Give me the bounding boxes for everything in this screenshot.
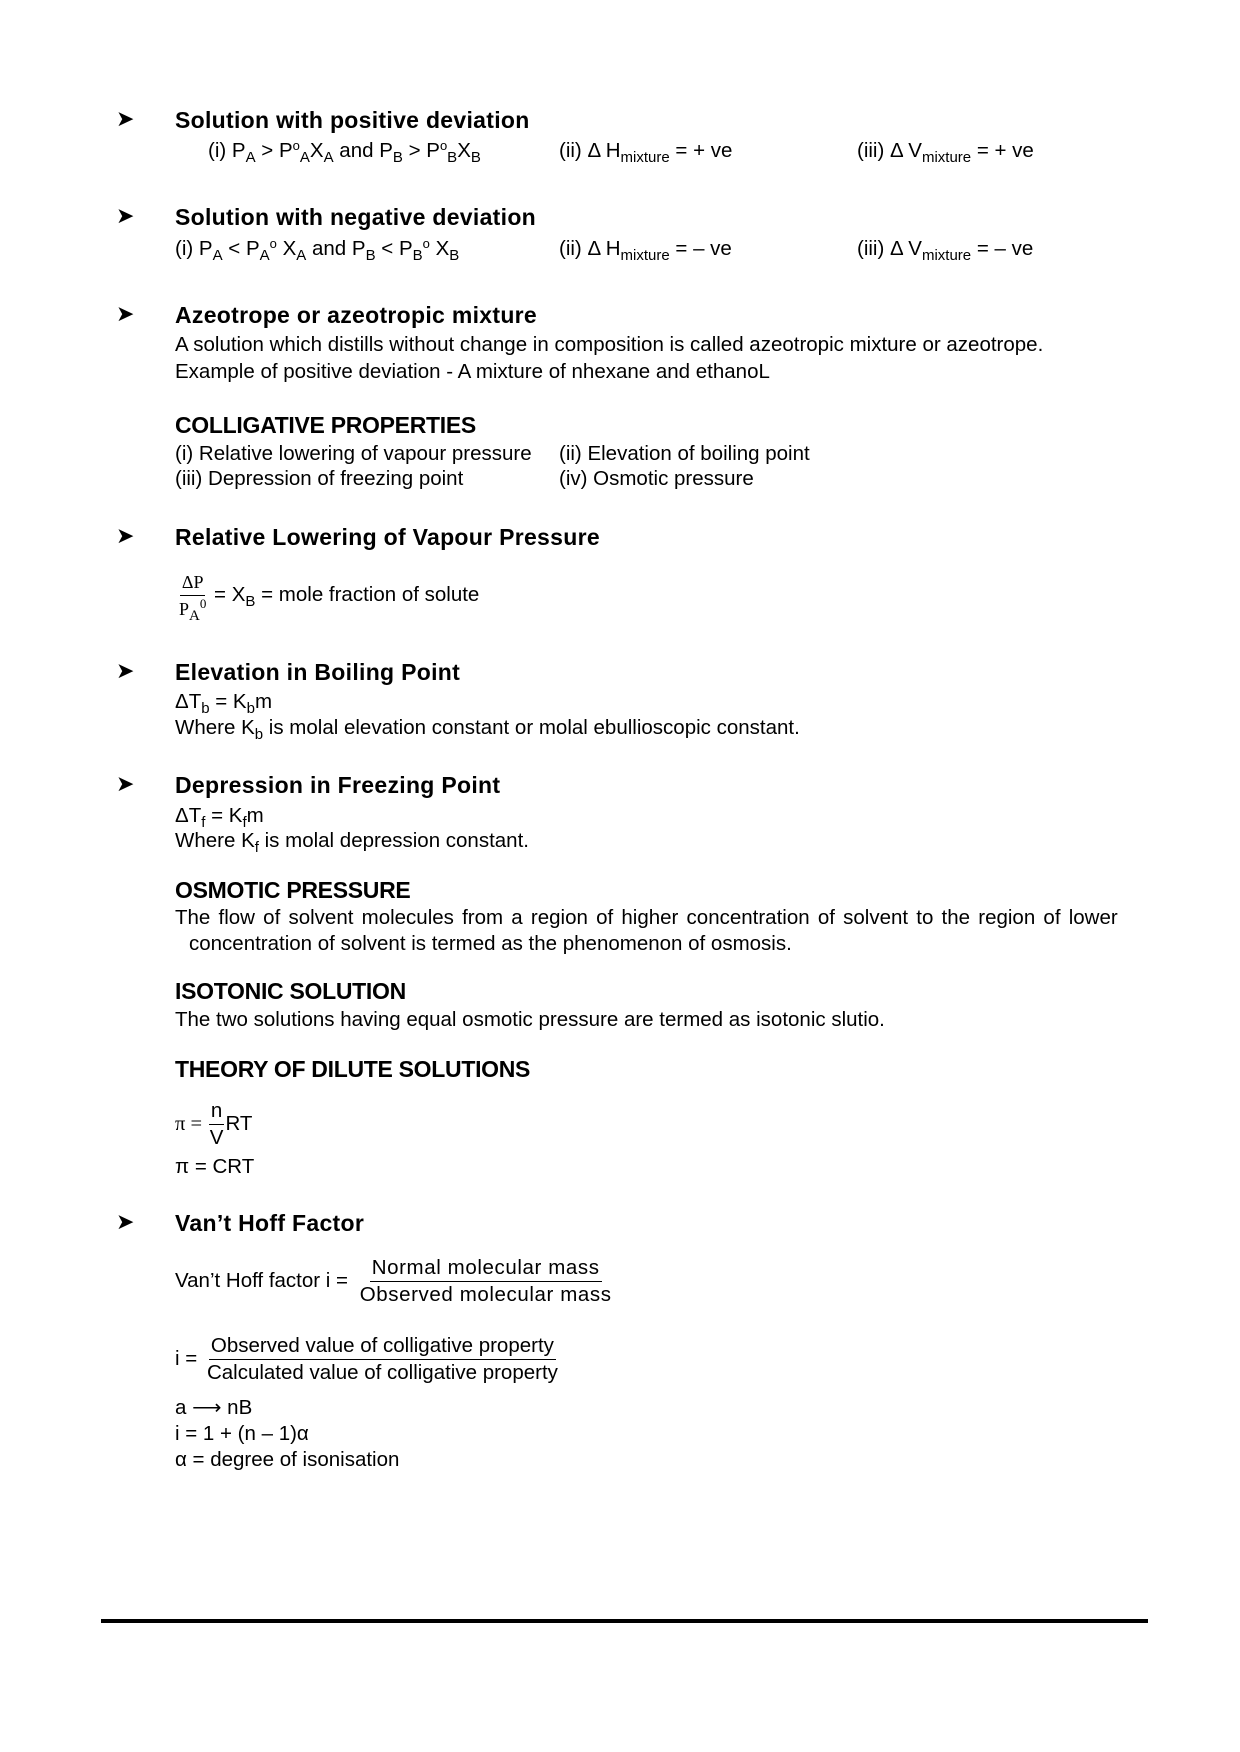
subscript: B — [447, 149, 458, 166]
heading-azeotrope: Azeotrope or azeotropic mixture — [175, 302, 538, 328]
subscript: mixture — [921, 247, 972, 264]
text-run: P — [179, 599, 190, 619]
text-run: (iii) Δ V — [857, 237, 922, 260]
bullet-icon: ➤ — [116, 301, 135, 326]
rlvp-numerator: ΔP — [180, 570, 206, 596]
heading-osmotic: OSMOTIC PRESSURE — [175, 877, 411, 903]
text-run: m — [246, 804, 264, 827]
footer-rule — [101, 1619, 1148, 1623]
bullet-icon: ➤ — [116, 1209, 135, 1234]
osmotic-line2: concentration of solvent is termed as the phenomenon of osmosis. — [189, 932, 792, 955]
subscript: B — [412, 247, 423, 264]
text-run: = – ve — [669, 237, 732, 260]
colligative-item: (iii) Depression of freezing point — [175, 467, 464, 490]
negative-condition-2 — [559, 236, 732, 262]
text-run: = + ve — [971, 139, 1034, 162]
subscript: f — [201, 814, 206, 831]
positive-condition-1 — [208, 138, 481, 164]
heading-isotonic: ISOTONIC SOLUTION — [175, 978, 406, 1004]
text-run: = K — [209, 690, 247, 713]
superscript: o — [439, 138, 448, 153]
text-run: is molal elevation constant or molal ebullioscopic constant. — [263, 716, 800, 739]
dissociation-reaction: a ⟶ nB — [175, 1396, 253, 1419]
heading-negative-deviation: Solution with negative deviation — [175, 204, 537, 230]
subscript: b — [246, 700, 255, 717]
positive-condition-2 — [559, 138, 732, 164]
text-run: < P — [375, 237, 413, 260]
rlvp-formula — [177, 570, 480, 624]
bullet-icon: ➤ — [116, 106, 135, 131]
bullet-icon: ➤ — [116, 658, 135, 683]
freezing-equation — [175, 803, 264, 829]
subscript: mixture — [620, 247, 670, 264]
azeotrope-definition: A solution which distills without change in composition is called azeotropic mixture or azeotrope. — [175, 333, 1044, 356]
subscript: b — [201, 700, 210, 717]
text-run: Where K — [175, 829, 255, 852]
superscript: o — [422, 236, 430, 251]
azeotrope-example: Example of positive deviation - A mixture of nhexane and ethanoL — [175, 360, 770, 383]
v-denominator: V — [209, 1126, 224, 1149]
subscript: A — [323, 149, 334, 166]
boiling-where — [175, 715, 800, 741]
subscript: B — [245, 592, 256, 610]
text-run: (i) P — [208, 139, 246, 162]
text-run: X — [429, 237, 450, 260]
osmotic-formula-crt: π = CRT — [175, 1155, 255, 1178]
heading-boiling: Elevation in Boiling Point — [175, 659, 461, 685]
isotonic-definition: The two solutions having equal osmotic pressure are termed as isotonic slutio. — [175, 1008, 885, 1031]
vanthoff-formula-mass — [175, 1256, 614, 1307]
subscript: A — [296, 247, 307, 264]
osmotic-formula-nv — [175, 1099, 252, 1150]
subscript: mixture — [620, 149, 670, 166]
n-numerator: n — [209, 1099, 224, 1125]
subscript: A — [212, 247, 223, 264]
heading-dilute-solutions: THEORY OF DILUTE SOLUTIONS — [175, 1056, 531, 1082]
text-run: (i) P — [175, 237, 213, 260]
text-run: and P — [333, 139, 393, 162]
colligative-item: (iv) Osmotic pressure — [559, 467, 754, 490]
text-run: (ii) Δ H — [559, 139, 621, 162]
text-run: (ii) Δ H — [559, 237, 621, 260]
positive-condition-3 — [857, 138, 1034, 164]
pi-lhs: π = — [175, 1112, 203, 1135]
heading-freezing: Depression in Freezing Point — [175, 772, 501, 798]
subscript: B — [392, 149, 403, 166]
text-run: = X — [208, 582, 246, 606]
subscript: A — [299, 149, 310, 166]
subscript: A — [245, 149, 256, 166]
normal-mass-numerator: Normal molecular mass — [370, 1256, 602, 1282]
text-run: m — [254, 690, 273, 713]
text-run: = mole fraction of solute — [255, 582, 480, 606]
text-run: = + ve — [669, 139, 733, 162]
heading-colligative: COLLIGATIVE PROPERTIES — [175, 412, 476, 438]
colligative-item: (ii) Elevation of boiling point — [559, 442, 810, 465]
freezing-where — [175, 828, 529, 854]
text-run: ΔT — [175, 804, 202, 827]
colligative-item: (i) Relative lowering of vapour pressure — [175, 442, 532, 465]
text-run: X — [276, 237, 297, 260]
text-run: > P — [402, 139, 440, 162]
text-run: ΔT — [175, 690, 202, 713]
subscript: B — [470, 149, 481, 166]
negative-condition-3 — [857, 236, 1033, 262]
rlvp-denominator — [177, 596, 208, 624]
subscript: mixture — [921, 149, 972, 166]
boiling-equation — [175, 689, 272, 715]
text-run: < P — [222, 237, 260, 260]
text-run: and P — [306, 237, 366, 260]
subscript: B — [449, 247, 460, 264]
negative-condition-1 — [175, 236, 459, 262]
text-run: = K — [205, 804, 243, 827]
rt: RT — [225, 1111, 253, 1135]
superscript: o — [292, 138, 300, 153]
subscript: b — [254, 726, 264, 743]
vanthoff-formula-property — [175, 1334, 560, 1385]
text-run: Where K — [175, 716, 255, 739]
text-run: = – ve — [971, 237, 1034, 260]
subscript: B — [365, 247, 376, 264]
text-run: > P — [255, 139, 293, 162]
text-run: X — [457, 139, 471, 162]
superscript: 0 — [199, 596, 207, 611]
text-run: is molal depression constant. — [258, 829, 529, 852]
vanthoff-lhs: Van’t Hoff factor i = — [175, 1268, 349, 1292]
bullet-icon: ➤ — [116, 203, 135, 228]
subscript: f — [242, 814, 247, 831]
heading-positive-deviation: Solution with positive deviation — [175, 107, 530, 133]
observed-mass-denominator: Observed molecular mass — [359, 1283, 612, 1306]
rlvp-rhs — [208, 582, 480, 610]
osmotic-line1: The flow of solvent molecules from a region of higher concentration of solvent to the region of lower — [175, 906, 1118, 929]
i-equation: i = 1 + (n – 1)α — [175, 1422, 309, 1445]
superscript: o — [269, 236, 277, 251]
alpha-definition: α = degree of isonisation — [175, 1448, 400, 1471]
subscript: A — [259, 247, 270, 264]
subscript: A — [189, 608, 200, 624]
subscript: f — [254, 839, 259, 856]
bullet-icon: ➤ — [116, 523, 135, 548]
observed-property-numerator: Observed value of colligative property — [209, 1334, 556, 1360]
bullet-icon: ➤ — [116, 771, 135, 796]
calculated-property-denominator: Calculated value of colligative property — [206, 1361, 558, 1384]
text-run: X — [309, 139, 324, 162]
heading-rlvp: Relative Lowering of Vapour Pressure — [175, 524, 600, 550]
text-run: (iii) Δ V — [857, 139, 922, 162]
i-lhs: i = — [175, 1346, 198, 1370]
heading-vanthoff: Van’t Hoff Factor — [175, 1210, 365, 1236]
